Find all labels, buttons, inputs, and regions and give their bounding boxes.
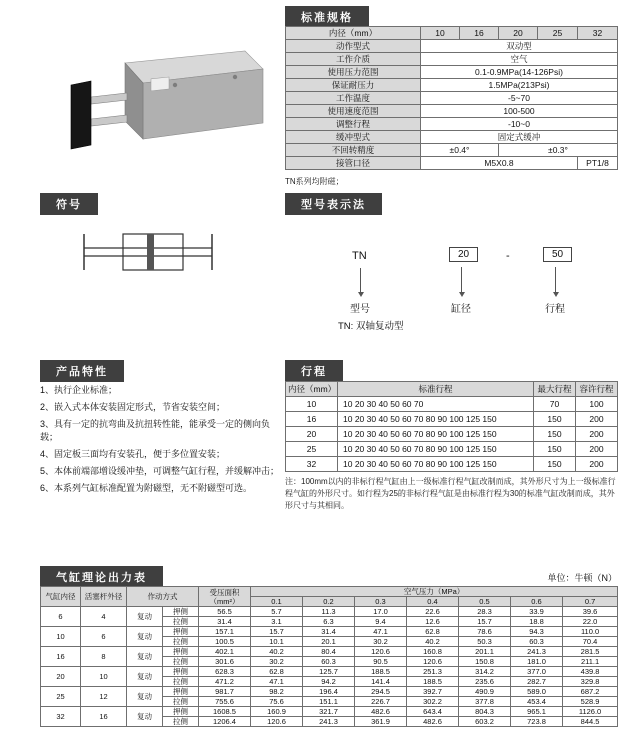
value-cell: 281.5 <box>563 647 618 657</box>
spec-note: TN系列均附磁； <box>285 177 344 186</box>
value-cell: 589.0 <box>511 687 563 697</box>
label-cell: 工作介质 <box>286 53 421 66</box>
product-photo <box>55 45 265 170</box>
value-cell: 18.8 <box>511 617 563 627</box>
area-cell: 755.6 <box>199 697 251 707</box>
header-cell: 容许行程 <box>576 382 618 397</box>
label-cell: 内径（mm） <box>286 27 421 40</box>
side-cell: 拉侧 <box>163 637 199 647</box>
value-cell: 453.4 <box>511 697 563 707</box>
side-cell: 拉侧 <box>163 717 199 727</box>
spec-row <box>286 79 618 92</box>
stroke-note: 注：100mm以内的非标行程气缸由上一级标准行程气缸改制而成，其外形尺寸为上一级标准行程气缸的外形尺寸。如行程为25的非标行程气缸是由标准行程为30的标准气缸改制而成，其外形尺寸与其相同。 <box>285 477 616 510</box>
value-cell: 60.3 <box>511 637 563 647</box>
side-cell: 拉侧 <box>163 697 199 707</box>
spec-row <box>286 40 618 53</box>
mode-cell: 复动 <box>127 607 163 627</box>
bore-cell: 25 <box>286 442 338 457</box>
value-cell: 188.5 <box>355 667 407 677</box>
value-cell: 12.6 <box>407 617 459 627</box>
side-cell: 押侧 <box>163 647 199 657</box>
bore-cell: 20 <box>499 27 538 40</box>
value-cell: 226.7 <box>355 697 407 707</box>
label-cell: 接管口径 <box>286 157 421 170</box>
pressure-cell: 0.3 <box>355 597 407 607</box>
bore-cell: 20 <box>41 667 81 687</box>
value-cell: 314.2 <box>459 667 511 677</box>
value-cell: 329.8 <box>563 677 618 687</box>
value-cell: 392.7 <box>407 687 459 697</box>
label-cell: 缓冲型式 <box>286 131 421 144</box>
value-cell: 211.1 <box>563 657 618 667</box>
bore-cell: 10 <box>421 27 460 40</box>
force-row <box>41 607 618 617</box>
area-cell: 1206.4 <box>199 717 251 727</box>
rod-cell: 12 <box>81 687 127 707</box>
pressure-cell: 0.4 <box>407 597 459 607</box>
force-row <box>41 707 618 717</box>
stroke-row <box>286 442 618 457</box>
value-cell: 28.3 <box>459 607 511 617</box>
model-bore-box: 20 <box>449 247 478 262</box>
value-cell: 235.6 <box>459 677 511 687</box>
arrow-down-icon <box>553 292 559 297</box>
value-cell: 39.6 <box>563 607 618 617</box>
section-title-stroke: 行程 <box>285 360 343 382</box>
value-cell: 294.5 <box>355 687 407 697</box>
header-cell: 内径（mm） <box>286 382 338 397</box>
value-cell: 1.5MPa(213Psi) <box>421 79 618 92</box>
value-cell: 100-500 <box>421 105 618 118</box>
value-cell: PT1/8 <box>578 157 618 170</box>
value-cell: 94.2 <box>303 677 355 687</box>
value-cell: ±0.3° <box>499 144 618 157</box>
value-cell: 47.1 <box>251 677 303 687</box>
value-cell: 110.0 <box>563 627 618 637</box>
value-cell: 31.4 <box>303 627 355 637</box>
value-cell: 150.8 <box>459 657 511 667</box>
area-cell: 981.7 <box>199 687 251 697</box>
section-title-spec: 标准规格 <box>285 6 369 28</box>
value-cell: 361.9 <box>355 717 407 727</box>
feature-item: 6、本系列气缸标准配置为附磁型，无不附磁型可选。 <box>40 483 253 494</box>
value-cell: 687.2 <box>563 687 618 697</box>
section-title-symbol: 符号 <box>40 193 98 215</box>
value-cell: 282.7 <box>511 677 563 687</box>
standard-stroke-cell: 10 20 30 40 50 60 70 80 90 100 125 150 <box>338 427 534 442</box>
value-cell: 141.4 <box>355 677 407 687</box>
bore-cell: 16 <box>286 412 338 427</box>
spec-row <box>286 118 618 131</box>
value-cell: 1126.0 <box>563 707 618 717</box>
value-cell: 20.1 <box>303 637 355 647</box>
value-cell: 482.6 <box>355 707 407 717</box>
value-cell: 377.8 <box>459 697 511 707</box>
spec-row <box>286 144 618 157</box>
value-cell: 15.7 <box>251 627 303 637</box>
value-cell: 15.7 <box>459 617 511 627</box>
area-cell: 56.5 <box>199 607 251 617</box>
value-cell: 5.7 <box>251 607 303 617</box>
label-cell: 保证耐压力 <box>286 79 421 92</box>
value-cell: 30.2 <box>355 637 407 647</box>
value-cell: 90.5 <box>355 657 407 667</box>
model-label: 型号 <box>350 304 370 315</box>
value-cell: 60.3 <box>303 657 355 667</box>
value-cell: 3.1 <box>251 617 303 627</box>
standard-stroke-cell: 10 20 30 40 50 60 70 80 90 100 125 150 <box>338 442 534 457</box>
rod-cell: 16 <box>81 707 127 727</box>
pneumatic-symbol <box>78 226 218 283</box>
area-cell: 100.5 <box>199 637 251 647</box>
value-cell: 40.2 <box>407 637 459 647</box>
feature-item: 5、本体前端部增设缓冲垫，可调整气缸行程，并缓解冲击； <box>40 466 280 477</box>
label-cell: 工作温度 <box>286 92 421 105</box>
side-cell: 拉侧 <box>163 677 199 687</box>
header-cell: 受压面积（mm²） <box>199 587 251 607</box>
header-cell: 气缸内径 <box>41 587 81 607</box>
standard-stroke-cell: 10 20 30 40 50 60 70 80 90 100 125 150 <box>338 457 534 472</box>
force-row <box>41 647 618 657</box>
force-row <box>41 667 618 677</box>
label-cell: 使用速度范围 <box>286 105 421 118</box>
value-cell: 241.3 <box>303 717 355 727</box>
standard-stroke-cell: 10 20 30 40 50 60 70 <box>338 397 534 412</box>
stroke-row <box>286 427 618 442</box>
value-cell: 22.6 <box>407 607 459 617</box>
header-cell: 最大行程 <box>534 382 576 397</box>
value-cell: 804.3 <box>459 707 511 717</box>
side-cell: 拉侧 <box>163 657 199 667</box>
value-cell: 251.3 <box>407 667 459 677</box>
value-cell: 40.2 <box>251 647 303 657</box>
mode-cell: 复动 <box>127 627 163 647</box>
side-cell: 押侧 <box>163 667 199 677</box>
mode-cell: 复动 <box>127 647 163 667</box>
arrow-down-icon <box>459 292 465 297</box>
max-stroke-cell: 70 <box>534 397 576 412</box>
force-table <box>40 586 618 727</box>
value-cell: 643.4 <box>407 707 459 717</box>
model-prefix: TN <box>352 250 367 262</box>
value-cell: 120.6 <box>355 647 407 657</box>
spec-row <box>286 53 618 66</box>
allow-stroke-cell: 200 <box>576 457 618 472</box>
area-cell: 402.1 <box>199 647 251 657</box>
product-photo-graphic <box>55 45 265 170</box>
value-cell: 321.7 <box>303 707 355 717</box>
header-cell: 作动方式 <box>127 587 199 607</box>
label-cell: 动作型式 <box>286 40 421 53</box>
allow-stroke-cell: 200 <box>576 427 618 442</box>
side-cell: 押侧 <box>163 607 199 617</box>
value-cell: 78.6 <box>459 627 511 637</box>
value-cell: 11.3 <box>303 607 355 617</box>
value-cell: 439.8 <box>563 667 618 677</box>
pressure-cell: 0.2 <box>303 597 355 607</box>
value-cell: 33.9 <box>511 607 563 617</box>
rod-cell: 8 <box>81 647 127 667</box>
value-cell: 70.4 <box>563 637 618 647</box>
value-cell: 75.6 <box>251 697 303 707</box>
bore-cell: 10 <box>286 397 338 412</box>
feature-list <box>40 384 282 499</box>
value-cell: 125.7 <box>303 667 355 677</box>
value-cell: 30.2 <box>251 657 303 667</box>
arrow-down-icon <box>358 292 364 297</box>
spec-row <box>286 157 618 170</box>
value-cell: 62.8 <box>407 627 459 637</box>
value-cell: 0.1-0.9MPa(14-126Psi) <box>421 66 618 79</box>
value-cell: 603.2 <box>459 717 511 727</box>
label-cell: 使用压力范围 <box>286 66 421 79</box>
bore-cell: 32 <box>578 27 618 40</box>
value-cell: 528.9 <box>563 697 618 707</box>
spec-row <box>286 105 618 118</box>
spec-table <box>285 26 618 170</box>
mode-cell: 复动 <box>127 667 163 687</box>
stroke-row <box>286 397 618 412</box>
spec-row <box>286 66 618 79</box>
stroke-label: 行程 <box>545 304 565 315</box>
header-cell: 标准行程 <box>338 382 534 397</box>
section-title-features: 产品特性 <box>40 360 124 382</box>
max-stroke-cell: 150 <box>534 412 576 427</box>
value-cell: 120.6 <box>407 657 459 667</box>
value-cell: 160.8 <box>407 647 459 657</box>
cylinder-symbol-graphic <box>78 226 218 278</box>
value-cell: 482.6 <box>407 717 459 727</box>
pressure-cell: 0.5 <box>459 597 511 607</box>
label-cell: 调整行程 <box>286 118 421 131</box>
value-cell: 62.8 <box>251 667 303 677</box>
bore-cell: 6 <box>41 607 81 627</box>
value-cell: 377.0 <box>511 667 563 677</box>
value-cell: 6.3 <box>303 617 355 627</box>
pressure-cell: 0.7 <box>563 597 618 607</box>
value-cell: 490.9 <box>459 687 511 697</box>
max-stroke-cell: 150 <box>534 457 576 472</box>
feature-item: 1、执行企业标准； <box>40 385 118 395</box>
feature-item: 2、嵌入式本体安装固定形式，节省安装空间； <box>40 402 226 413</box>
value-cell: 9.4 <box>355 617 407 627</box>
bore-cell: 20 <box>286 427 338 442</box>
bore-cell: 25 <box>41 687 81 707</box>
value-cell: 17.0 <box>355 607 407 617</box>
header-cell: 活塞杆外径 <box>81 587 127 607</box>
value-cell: 50.3 <box>459 637 511 647</box>
force-row <box>41 627 618 637</box>
pressure-cell: 0.6 <box>511 597 563 607</box>
model-note: TN: 双轴复动型 <box>338 321 404 332</box>
section-title-model: 型号表示法 <box>285 193 382 215</box>
value-cell: 196.4 <box>303 687 355 697</box>
model-leader-line <box>461 267 462 292</box>
value-cell: ±0.4° <box>421 144 499 157</box>
spec-row <box>286 131 618 144</box>
model-dash: - <box>506 250 510 262</box>
value-cell: 965.1 <box>511 707 563 717</box>
allow-stroke-cell: 200 <box>576 412 618 427</box>
max-stroke-cell: 150 <box>534 427 576 442</box>
side-cell: 押侧 <box>163 627 199 637</box>
value-cell: 151.1 <box>303 697 355 707</box>
stroke-row <box>286 457 618 472</box>
spec-header-row <box>286 27 618 40</box>
standard-stroke-cell: 10 20 30 40 50 60 70 80 90 100 125 150 <box>338 412 534 427</box>
rod-cell: 10 <box>81 667 127 687</box>
mode-cell: 复动 <box>127 687 163 707</box>
area-cell: 628.3 <box>199 667 251 677</box>
stroke-row <box>286 412 618 427</box>
area-cell: 157.1 <box>199 627 251 637</box>
bore-cell: 16 <box>460 27 499 40</box>
mode-cell: 复动 <box>127 707 163 727</box>
value-cell: -10~0 <box>421 118 618 131</box>
stroke-header-row <box>286 382 618 397</box>
area-cell: 471.2 <box>199 677 251 687</box>
header-cell: 空气压力（MPa） <box>251 587 618 597</box>
value-cell: 22.0 <box>563 617 618 627</box>
spec-row <box>286 92 618 105</box>
bore-cell: 25 <box>538 27 578 40</box>
model-leader-line <box>360 268 361 292</box>
rod-cell: 4 <box>81 607 127 627</box>
value-cell: 844.5 <box>563 717 618 727</box>
value-cell: 10.1 <box>251 637 303 647</box>
value-cell: 120.6 <box>251 717 303 727</box>
value-cell: 201.1 <box>459 647 511 657</box>
side-cell: 押侧 <box>163 687 199 697</box>
label-cell: 不回转精度 <box>286 144 421 157</box>
value-cell: 空气 <box>421 53 618 66</box>
area-cell: 301.6 <box>199 657 251 667</box>
value-cell: -5~70 <box>421 92 618 105</box>
value-cell: 固定式缓冲 <box>421 131 618 144</box>
max-stroke-cell: 150 <box>534 442 576 457</box>
side-cell: 拉侧 <box>163 617 199 627</box>
feature-item: 4、固定板三面均有安装孔，便于多位置安装； <box>40 449 226 460</box>
value-cell: 47.1 <box>355 627 407 637</box>
value-cell: 241.3 <box>511 647 563 657</box>
pressure-cell: 0.1 <box>251 597 303 607</box>
bore-cell: 16 <box>41 647 81 667</box>
allow-stroke-cell: 200 <box>576 442 618 457</box>
value-cell: 302.2 <box>407 697 459 707</box>
model-leader-line <box>555 267 556 292</box>
force-row <box>41 687 618 697</box>
force-header-row <box>41 587 618 597</box>
value-cell: 723.8 <box>511 717 563 727</box>
model-stroke-box: 50 <box>543 247 572 262</box>
value-cell: 188.5 <box>407 677 459 687</box>
section-title-force: 气缸理论出力表 <box>40 566 163 588</box>
rod-cell: 6 <box>81 627 127 647</box>
value-cell: 94.3 <box>511 627 563 637</box>
value-cell: 181.0 <box>511 657 563 667</box>
value-cell: 160.9 <box>251 707 303 717</box>
value-cell: M5X0.8 <box>421 157 578 170</box>
side-cell: 押侧 <box>163 707 199 717</box>
value-cell: 双动型 <box>421 40 618 53</box>
unit-note: 单位：牛顿（N） <box>547 573 617 583</box>
area-cell: 1608.5 <box>199 707 251 717</box>
bore-cell: 10 <box>41 627 81 647</box>
stroke-table <box>285 381 618 472</box>
area-cell: 31.4 <box>199 617 251 627</box>
allow-stroke-cell: 100 <box>576 397 618 412</box>
bore-cell: 32 <box>41 707 81 727</box>
feature-item: 3、具有一定的抗弯曲及抗扭转性能，能承受一定的侧向负载； <box>40 419 271 443</box>
bore-label: 缸径 <box>451 304 471 315</box>
value-cell: 98.2 <box>251 687 303 697</box>
value-cell: 80.4 <box>303 647 355 657</box>
bore-cell: 32 <box>286 457 338 472</box>
